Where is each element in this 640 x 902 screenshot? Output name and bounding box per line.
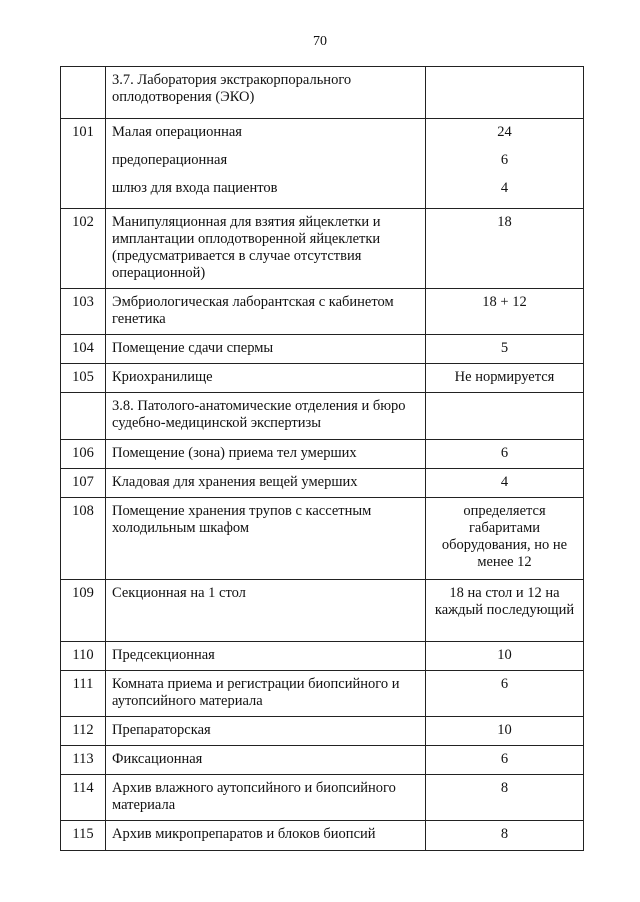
room-name: Кладовая для хранения вещей умерших [106, 469, 426, 498]
room-name: Фиксационная [106, 746, 426, 775]
area-value: 18 + 12 [426, 289, 584, 335]
table-row [61, 821, 584, 851]
table-row [61, 469, 584, 498]
area-value: 10 [426, 717, 584, 746]
row-number: 113 [61, 746, 106, 775]
table-row [61, 717, 584, 746]
row-number: 107 [61, 469, 106, 498]
table-row [61, 671, 584, 717]
room-name: Предсекционная [106, 642, 426, 671]
table-row [61, 289, 584, 335]
area-value-group [426, 119, 584, 209]
table-row [61, 119, 584, 209]
area-value [426, 393, 584, 440]
area-value: 8 [426, 775, 584, 821]
area-value: 4 [500, 180, 509, 196]
room-name: Манипуляционная для взятия яйцеклетки и имплантации оплодотворенной яйцеклетки (предусматривается в случае отсутствия операционной) [106, 209, 426, 289]
area-value: 5 [426, 335, 584, 364]
room-name: Секционная на 1 стол [106, 580, 426, 642]
room-name: Препараторская [106, 717, 426, 746]
section-row [61, 393, 584, 440]
row-number: 102 [61, 209, 106, 289]
area-value: определяется габаритами оборудования, но не менее 12 [426, 498, 584, 580]
premises-table [60, 66, 584, 851]
table-row [61, 775, 584, 821]
area-value: 8 [426, 821, 584, 851]
room-name: Архив влажного аутопсийного и биопсийного материала [106, 775, 426, 821]
table-row [61, 498, 584, 580]
room-name-group [106, 119, 426, 209]
row-number: 111 [61, 671, 106, 717]
room-name: Помещение хранения трупов с кассетным холодильным шкафом [106, 498, 426, 580]
row-number: 103 [61, 289, 106, 335]
area-value: 6 [426, 746, 584, 775]
section-title: 3.8. Патолого-анатомические отделения и бюро судебно-медицинской экспертизы [106, 393, 426, 440]
area-value: Не нормируется [426, 364, 584, 393]
area-value: 4 [426, 469, 584, 498]
room-name: Архив микропрепаратов и блоков биопсий [106, 821, 426, 851]
area-value: 24 [497, 124, 512, 140]
row-number: 101 [61, 119, 106, 209]
section-title: 3.7. Лаборатория экстракорпорального оплодотворения (ЭКО) [106, 67, 426, 119]
row-number: 106 [61, 440, 106, 469]
row-number: 105 [61, 364, 106, 393]
room-name: Эмбриологическая лаборантская с кабинетом генетика [106, 289, 426, 335]
table-row [61, 364, 584, 393]
room-name: Криохранилище [106, 364, 426, 393]
row-number: 114 [61, 775, 106, 821]
area-value [426, 67, 584, 119]
room-name: предоперационная [112, 152, 228, 168]
table-row [61, 746, 584, 775]
row-number: 108 [61, 498, 106, 580]
table-row [61, 335, 584, 364]
room-name: Помещение сдачи спермы [106, 335, 426, 364]
room-name: Помещение (зона) приема тел умерших [106, 440, 426, 469]
row-number: 115 [61, 821, 106, 851]
row-number: 110 [61, 642, 106, 671]
area-value: 18 [426, 209, 584, 289]
room-name: Малая операционная [112, 124, 242, 140]
table-row [61, 580, 584, 642]
area-value: 6 [426, 440, 584, 469]
area-value: 6 [426, 671, 584, 717]
page-number: 70 [313, 34, 327, 49]
row-number: 112 [61, 717, 106, 746]
section-row [61, 67, 584, 119]
area-value: 10 [426, 642, 584, 671]
row-number: 109 [61, 580, 106, 642]
room-name: шлюз для входа пациентов [112, 180, 278, 196]
row-number [61, 67, 106, 119]
table-row [61, 642, 584, 671]
table-row [61, 209, 584, 289]
area-value: 18 на стол и 12 на каждый последующий [426, 580, 584, 642]
area-value: 6 [500, 152, 509, 168]
row-number: 104 [61, 335, 106, 364]
row-number [61, 393, 106, 440]
table-row [61, 440, 584, 469]
room-name: Комната приема и регистрации биопсийного и аутопсийного материала [106, 671, 426, 717]
